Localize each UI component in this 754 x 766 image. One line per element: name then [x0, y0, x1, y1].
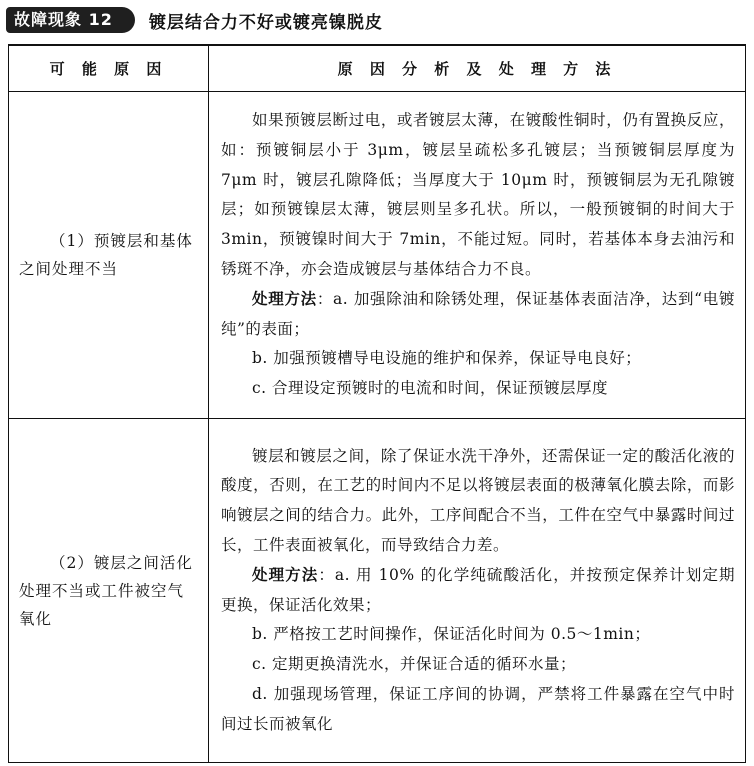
- method-label: 处理方法: [252, 565, 319, 584]
- fault-title: 镀层结合力不好或镀亮镍脱皮: [148, 12, 383, 33]
- table-header-row: [9, 45, 746, 92]
- fault-number-badge: 故障现象 12: [6, 7, 135, 33]
- fault-header: [6, 6, 383, 34]
- method-a: [221, 561, 735, 621]
- method-c: c. 定期更换清洗水，并保证合适的循环水量；: [252, 655, 577, 674]
- method-label: 处理方法: [252, 289, 317, 308]
- method-a-text: ：a. 加强除油和除锈处理，保证基体表面洁净，达到“电镀纯”的表面；: [221, 289, 735, 338]
- method-a: [221, 285, 735, 345]
- method-d: d. 加强现场管理，保证工序间的协调，严禁将工件暴露在空气中时间过长而被氧化: [221, 684, 735, 733]
- method-b: b. 加强预镀槽导电设施的维护和保养，保证导电良好；: [252, 349, 642, 368]
- column-header-cause: 可 能 原 因: [9, 45, 209, 92]
- method-a-text: ：a. 用 10% 的化学纯硫酸活化，并按预定保养计划定期更换，保证活化效果；: [221, 565, 735, 614]
- analysis-cell: [209, 92, 746, 419]
- method-c: c. 合理设定预镀时的电流和时间，保证预镀层厚度: [252, 379, 609, 398]
- cause-text: （2）镀层之间活化处理不当或工件被空气氧化: [19, 553, 193, 628]
- cause-cell: [9, 92, 209, 419]
- cause-text: （1）预镀层和基体之间处理不当: [19, 232, 193, 278]
- cause-cell: [9, 419, 209, 763]
- table-row: [9, 419, 746, 763]
- column-header-analysis: 原 因 分 析 及 处 理 方 法: [209, 45, 746, 92]
- analysis-cell: [209, 419, 746, 763]
- table-row: [9, 92, 746, 419]
- analysis-paragraph: 镀层和镀层之间，除了保证水洗干净外，还需保证一定的酸活化液的酸度，否则，在工艺的时间内不足以将镀层表面的极薄氧化膜去除，而影响镀层之间的结合力。此外，工序间配合不当，工件在空气中暴露时间过长，工件表面被氧化，而导致结合力差。: [221, 446, 735, 554]
- method-b: b. 严格按工艺时间操作，保证活化时间为 0.5～1min；: [252, 625, 651, 644]
- cause-analysis-table: [8, 44, 746, 763]
- analysis-paragraph: 如果预镀层断过电，或者镀层太薄，在镀酸性铜时，仍有置换反应，如：预镀铜层小于 3μm，镀层呈疏松多孔镀层；当预镀铜层厚度为 7μm 时，镀层孔隙降低；当厚度大于 10μm 时，预镀铜层为无孔隙镀层；如预镀镍层太薄，镀层则呈多孔状。所以，一般预镀铜的时间大于 3min，预镀镍时间大于 7min，不能过短。同时，若基体本身去油污和锈斑不净，亦会造成镀层与基体结合力不良。: [221, 111, 735, 278]
